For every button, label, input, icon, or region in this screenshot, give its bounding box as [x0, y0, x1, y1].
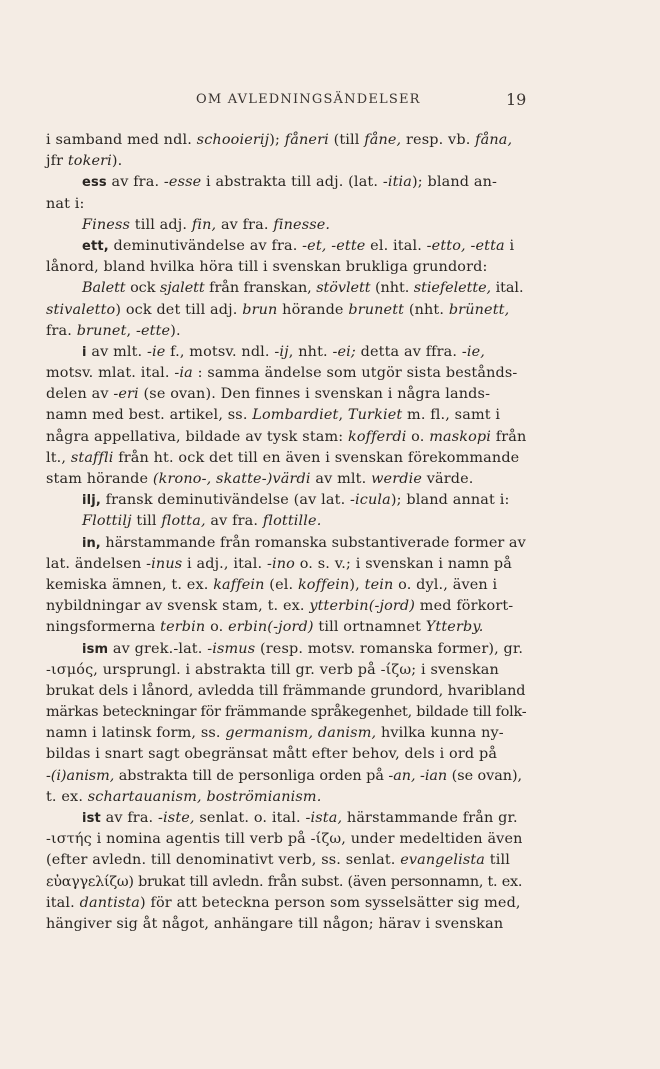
- italic-term: -itia: [382, 174, 412, 191]
- italic-term: schartauanism, boströmianism.: [87, 788, 322, 805]
- italic-term: staffli: [70, 449, 114, 466]
- italic-term: finesse.: [273, 216, 331, 233]
- italic-term: -ie,: [461, 343, 486, 360]
- text-run: ital.: [491, 280, 524, 297]
- text-run: : samma ändelse som utgör sista bestånds-: [192, 365, 518, 382]
- italic-term: fåneri: [284, 132, 329, 148]
- text-line: [46, 278, 526, 299]
- text-run: härstammande från gr.: [342, 810, 518, 826]
- italic-term: -et, -ette: [302, 237, 366, 254]
- text-line: [46, 702, 526, 723]
- text-run: (resp. motsv. romanska former), gr.: [255, 640, 524, 657]
- text-line: [46, 787, 526, 808]
- italic-term: werdie: [371, 471, 423, 487]
- text-run: av fra.: [100, 810, 159, 826]
- italic-term: -ij: [274, 343, 289, 360]
- text-run: (el.: [264, 576, 298, 593]
- italic-term: (krono-, skatte-)värdi: [152, 471, 311, 487]
- italic-term: evangelista: [400, 852, 486, 869]
- running-title: OM AVLEDNINGSÄNDELSER: [196, 92, 421, 107]
- italic-term: stivaletto: [46, 301, 116, 318]
- text-line: [46, 321, 526, 342]
- text-line: [46, 405, 526, 426]
- text-line: [46, 914, 526, 935]
- text-run: resp. vb.: [401, 132, 476, 148]
- text-line: [46, 554, 526, 575]
- text-line: [46, 850, 526, 871]
- text-run: (nht.: [370, 280, 414, 297]
- italic-term: Lombardiet: [252, 407, 339, 424]
- italic-term: fin,: [191, 216, 217, 233]
- entry-headword: ilj,: [82, 493, 101, 509]
- italic-term: -ista,: [305, 810, 343, 826]
- italic-term: Ytterby.: [425, 619, 484, 636]
- text-run: hörande: [277, 301, 349, 318]
- italic-term: tokeri: [67, 153, 112, 170]
- italic-term: koffein: [297, 576, 350, 593]
- text-run: nat i:: [46, 195, 85, 212]
- text-run: el. ital.: [365, 237, 427, 254]
- text-run: ) för att beteckna person som sysselsätter sig med,: [140, 894, 521, 911]
- text-line: [46, 533, 526, 554]
- text-run: (till: [328, 132, 365, 148]
- italic-term: stövlett: [316, 280, 371, 297]
- text-run: märkas beteckningar för främmande språkegenhet, bildade till folk-: [46, 704, 527, 721]
- text-run: i samband med ndl.: [46, 132, 197, 148]
- text-run: delen av: [46, 386, 114, 403]
- text-run: av mlt.: [310, 471, 372, 487]
- italic-term: flottille.: [262, 513, 322, 530]
- text-run: senlat. o. ital.: [194, 810, 306, 826]
- italic-term: fåna,: [475, 132, 513, 148]
- italic-term: -ia: [174, 365, 193, 382]
- text-run: bildas i snart sagt obegränsat mått efter behov, dels i ord på: [46, 746, 498, 763]
- italic-term: Balett: [82, 280, 126, 297]
- italic-term: -ette: [135, 322, 171, 339]
- text-line: [46, 872, 526, 893]
- italic-term: fåne,: [364, 132, 402, 148]
- italic-term: tein: [364, 576, 394, 593]
- body-text: [46, 130, 526, 935]
- text-line: [46, 236, 526, 257]
- text-run: namn i latinsk form, ss.: [46, 725, 226, 742]
- text-run: till adj.: [130, 216, 192, 233]
- text-run: till: [131, 513, 162, 530]
- text-run: lat. ändelsen: [46, 555, 147, 572]
- text-run: o. s. v.; i svenskan i namn på: [294, 555, 513, 572]
- text-line: [46, 300, 526, 321]
- text-run: abstrakta till de personliga orden på: [114, 767, 389, 784]
- text-run: till: [485, 852, 510, 869]
- text-line: [46, 617, 526, 638]
- text-run: ).: [170, 322, 181, 339]
- text-run: (se ovan),: [447, 767, 523, 784]
- text-line: [46, 172, 526, 193]
- text-run: jfr: [46, 153, 68, 170]
- page-number: 19: [506, 90, 527, 109]
- italic-term: schooierij: [196, 132, 270, 148]
- italic-term: germanism, danism,: [225, 725, 377, 742]
- text-run: -ισμός, ursprungl. i abstrakta till gr. verb på -ίζω; i svenskan: [46, 661, 499, 678]
- text-line: [46, 829, 526, 850]
- text-line: [46, 130, 526, 151]
- italic-term: brun: [242, 301, 278, 318]
- italic-term: -(i)anism,: [46, 767, 115, 784]
- text-run: );: [269, 132, 285, 148]
- text-run: (nht.: [404, 301, 449, 318]
- italic-term: -ismus: [207, 640, 256, 657]
- italic-term: -ie: [147, 343, 166, 360]
- text-line: [46, 639, 526, 660]
- italic-term: -ei;: [332, 343, 356, 360]
- italic-term: brunet: [76, 322, 127, 339]
- entry-headword: ism: [82, 641, 109, 657]
- text-run: härstammande från romanska substantiverade former av: [100, 534, 526, 551]
- text-line: [46, 660, 526, 681]
- text-line: [46, 893, 526, 914]
- text-run: av fra.: [205, 513, 263, 530]
- text-run: (se ovan). Den finnes i svenskan i några lands-: [138, 386, 491, 403]
- text-run: i abstrakta till adj. (lat.: [201, 174, 383, 191]
- text-line: [46, 723, 526, 744]
- text-run: av fra.: [106, 174, 164, 191]
- text-line: [46, 744, 526, 765]
- text-run: f., motsv. ndl.: [165, 343, 275, 360]
- text-run: i: [504, 237, 515, 254]
- italic-term: brünett,: [448, 301, 510, 318]
- text-run: t. ex.: [46, 788, 88, 805]
- italic-term: brunett: [348, 301, 405, 318]
- italic-term: -etto, -etta: [426, 237, 505, 254]
- text-run: detta av ffra.: [355, 343, 462, 360]
- text-run: , nht.: [288, 343, 333, 360]
- text-run: εὐαγγελίζω) brukat till avledn. från subst. (även personnamn, t. ex.: [46, 873, 523, 890]
- entry-headword: ess: [82, 175, 107, 191]
- text-line: [46, 257, 526, 278]
- text-line: [46, 363, 526, 384]
- text-run: o.: [205, 619, 229, 636]
- text-line: [46, 427, 526, 448]
- text-run: lt.,: [46, 449, 71, 466]
- text-run: hängiver sig åt något, anhängare till någon; härav i svenskan: [46, 915, 504, 932]
- italic-term: Finess: [82, 216, 131, 233]
- text-run: brukat dels i lånord, avledda till främmande grundord, hvaribland: [46, 682, 526, 699]
- text-run: från franskan,: [204, 280, 317, 297]
- italic-term: -inus: [146, 555, 183, 572]
- text-run: med förkort-: [415, 598, 514, 615]
- text-run: kemiska ämnen, t. ex.: [46, 576, 214, 593]
- text-run: hvilka kunna ny-: [376, 725, 504, 742]
- text-run: från: [491, 428, 527, 445]
- italic-term: -eri: [113, 386, 139, 403]
- text-line: [46, 448, 526, 469]
- italic-term: stiefelette,: [413, 280, 492, 297]
- text-run: några appellativa, bildade av tysk stam:: [46, 428, 348, 445]
- text-run: ),: [349, 576, 365, 593]
- text-run: fransk deminutivändelse (av lat.: [100, 492, 351, 509]
- text-run: deminutivändelse av fra.: [108, 237, 303, 254]
- text-run: ); bland annat i:: [390, 492, 510, 509]
- page-header: [0, 92, 660, 116]
- text-run: av mlt.: [86, 343, 147, 360]
- text-line: [46, 490, 526, 511]
- text-line: [46, 469, 526, 490]
- italic-term: Flottilj: [82, 513, 132, 530]
- text-run: o.: [406, 428, 430, 445]
- text-line: [46, 215, 526, 236]
- text-run: (efter avledn. till denominativt verb, ss. senlat.: [46, 852, 401, 869]
- entry-headword: i: [82, 344, 87, 360]
- text-line: [46, 575, 526, 596]
- text-run: m. fl., samt i: [402, 407, 501, 424]
- text-run: namn med best. artikel, ss.: [46, 407, 253, 424]
- text-run: i adj., ital.: [182, 555, 267, 572]
- text-run: motsv. mlat. ital.: [46, 365, 175, 382]
- text-run: ital.: [46, 894, 80, 911]
- text-line: [46, 511, 526, 532]
- text-run: från ht. ock det till en även i svenskan förekommande: [113, 449, 520, 466]
- text-line: [46, 194, 526, 215]
- text-run: -ιστής i nomina agentis till verb på -ίζω, under medeltiden även: [46, 831, 523, 848]
- italic-term: dantista: [79, 894, 141, 911]
- entry-headword: ett,: [82, 238, 109, 254]
- text-run: ningsformerna: [46, 619, 161, 636]
- text-run: ,: [126, 322, 136, 339]
- text-run: värde.: [422, 471, 474, 487]
- text-run: ) ock det till adj.: [115, 301, 243, 318]
- text-line: [46, 681, 526, 702]
- text-line: [46, 384, 526, 405]
- italic-term: flotta,: [161, 513, 206, 530]
- text-run: ).: [111, 153, 123, 170]
- text-line: [46, 342, 526, 363]
- text-run: av grek.-lat.: [108, 640, 208, 657]
- italic-term: -esse: [163, 174, 202, 191]
- italic-term: terbin: [160, 619, 206, 636]
- italic-term: -icula: [350, 492, 391, 509]
- text-run: fra.: [46, 322, 77, 339]
- text-run: nybildningar av svensk stam, t. ex.: [46, 598, 310, 615]
- text-run: ock: [125, 280, 160, 297]
- text-line: [46, 808, 526, 829]
- italic-term: ytterbin(-jord): [309, 598, 416, 615]
- italic-term: erbin(-jord): [228, 619, 314, 636]
- text-run: o. dyl., även i: [393, 576, 498, 593]
- italic-term: -ino: [266, 555, 295, 572]
- text-line: [46, 596, 526, 617]
- entry-headword: in,: [82, 535, 101, 551]
- text-line: [46, 151, 526, 172]
- text-run: till ortnamnet: [313, 619, 426, 636]
- italic-term: sjalett: [159, 280, 205, 297]
- text-run: ,: [338, 407, 348, 424]
- italic-term: kaffein: [213, 576, 265, 593]
- text-line: [46, 766, 526, 787]
- text-run: ); bland an-: [412, 174, 497, 191]
- italic-term: -an, -ian: [388, 767, 448, 784]
- entry-headword: ist: [82, 811, 101, 826]
- text-run: lånord, bland hvilka höra till i svenskan brukliga grundord:: [46, 259, 488, 276]
- italic-term: Turkiet: [347, 407, 403, 424]
- text-run: stam hörande: [46, 471, 153, 487]
- text-run: av fra.: [216, 216, 274, 233]
- italic-term: -iste,: [158, 810, 195, 826]
- italic-term: kofferdi: [348, 428, 407, 445]
- italic-term: maskopi: [429, 428, 492, 445]
